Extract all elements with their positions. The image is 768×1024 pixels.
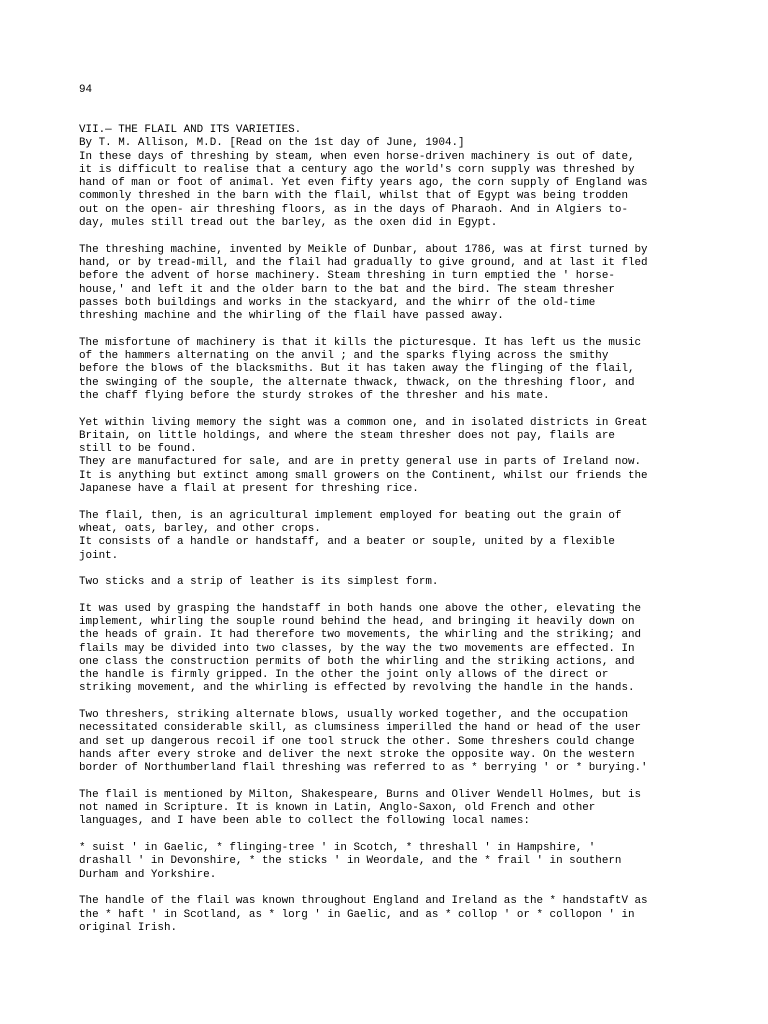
text-line: before the advent of horse machinery. Steam threshing in turn emptied the ' horse-	[79, 270, 615, 283]
page-number: 94	[79, 84, 93, 96]
text-line: The flail is mentioned by Milton, Shakespeare, Burns and Oliver Wendell Holmes, but is	[79, 788, 642, 801]
text-line: hand of man or foot of animal. Yet even fifty years ago, the corn supply of England was	[79, 177, 648, 190]
text-line: In these days of threshing by steam, when even horse-driven machinery is out of date,	[79, 150, 635, 163]
text-line: out on the open- air threshing floors, as in the days of Pharaoh. And in Algiers to-	[79, 203, 628, 216]
article-byline: By T. M. Allison, M.D. [Read on the 1st day of June, 1904.]	[79, 137, 465, 150]
text-line: still to be found.	[79, 443, 197, 456]
text-line: before the blows of the blacksmiths. But it has taken away the flinging of the flail,	[79, 363, 635, 376]
text-line: not named in Scripture. It is known in Latin, Anglo-Saxon, old French and other	[79, 802, 596, 815]
text-line: threshing machine and the whirling of the flail have passed away.	[79, 310, 504, 323]
paragraph-list	[79, 151, 694, 936]
article-title: VII.— THE FLAIL AND ITS VARIETIES.	[79, 124, 302, 136]
text-line: hands after every stroke and deliver the next stroke the opposite way. On the western	[79, 748, 635, 761]
text-line: It consists of a handle or handstaff, and a beater or souple, united by a flexible	[79, 536, 615, 549]
paragraph	[79, 510, 694, 563]
paragraph	[79, 244, 694, 324]
text-line: border of Northumberland flail threshing was referred to as * berrying ' or * burying.'	[79, 762, 648, 775]
text-line: day, mules still tread out the barley, as the oxen did in Egypt.	[79, 217, 498, 230]
text-line: Britain, on little holdings, and where the steam thresher does not pay, flails are	[79, 429, 615, 442]
paragraph	[79, 709, 694, 775]
text-line: The flail, then, is an agricultural implement employed for beating out the grain of	[79, 509, 622, 522]
text-line: of the hammers alternating on the anvil ; and the sparks flying across the smithy	[79, 350, 609, 363]
text-line: wheat, oats, barley, and other crops.	[79, 522, 321, 535]
text-line: it is difficult to realise that a century ago the world's corn supply was threshed by	[79, 163, 635, 176]
text-line: Two threshers, striking alternate blows, usually worked together, and the occupation	[79, 709, 628, 722]
text-line: striking movement, and the whirling is effected by revolving the handle in the hands.	[79, 682, 635, 695]
paragraph	[79, 337, 694, 403]
paragraph	[79, 842, 694, 882]
text-line: The handle of the flail was known throughout England and Ireland as the * handstaftV as	[79, 895, 648, 908]
text-line: Durham and Yorkshire.	[79, 868, 217, 881]
text-line: passes both buildings and works in the stackyard, and the whirr of the old-time	[79, 296, 596, 309]
text-line: Yet within living memory the sight was a common one, and in isolated districts in Great	[79, 416, 648, 429]
text-line: the chaff flying before the sturdy strokes of the thresher and his mate.	[79, 389, 550, 402]
text-line: and set up dangerous recoil if one tool struck the other. Some threshers could change	[79, 735, 635, 748]
text-line: commonly threshed in the barn with the flail, whilst that of Egypt was being trodden	[79, 190, 628, 203]
text-line: original Irish.	[79, 921, 178, 934]
text-line: flails may be divided into two classes, by the way the two movements are effected. In	[79, 642, 635, 655]
text-line: the swinging of the souple, the alternate thwack, thwack, on the threshing floor, and	[79, 376, 635, 389]
text-line: Two sticks and a strip of leather is its simplest form.	[79, 576, 439, 589]
paragraph	[79, 895, 694, 935]
text-line: It is anything but extinct among small growers on the Continent, whilst our friends the	[79, 469, 648, 482]
text-line: They are manufactured for sale, and are in pretty general use in parts of Ireland now.	[79, 456, 642, 469]
text-line: house,' and left it and the older barn to the bat and the bird. The steam thresher	[79, 283, 615, 296]
text-line: hand, or by tread-mill, and the flail had gradually to give ground, and at last it fled	[79, 256, 648, 269]
text-line: The misfortune of machinery is that it kills the picturesque. It has left us the music	[79, 336, 642, 349]
text-line: implement, whirling the souple round behind the head, and bringing it heavily down on	[79, 615, 635, 628]
text-line: It was used by grasping the handstaff in both hands one above the other, elevating the	[79, 602, 642, 615]
paragraph	[79, 151, 694, 231]
text-line: joint.	[79, 549, 119, 562]
text-line: one class the construction permits of both the whirling and the striking actions, and	[79, 655, 635, 668]
text-line: * suist ' in Gaelic, * flinging-tree ' in Scotch, * threshall ' in Hampshire, '	[79, 842, 596, 855]
paragraph	[79, 603, 694, 696]
article-body	[79, 124, 694, 948]
text-line: the * haft ' in Scotland, as * lorg ' in Gaelic, and as * collop ' or * collopon ' in	[79, 908, 635, 921]
text-line: drashall ' in Devonshire, * the sticks ' in Weordale, and the * frail ' in southern	[79, 855, 622, 868]
text-line: languages, and I have been able to collect the following local names:	[79, 815, 530, 828]
text-line: The threshing machine, invented by Meikle of Dunbar, about 1786, was at first turned by	[79, 243, 648, 256]
text-line: Japanese have a flail at present for threshing rice.	[79, 483, 419, 496]
paragraph	[79, 576, 694, 589]
paragraph	[79, 417, 694, 497]
paragraph	[79, 789, 694, 829]
text-line: the heads of grain. It had therefore two movements, the whirling and the striking; and	[79, 629, 642, 642]
text-line: necessitated considerable skill, as clumsiness imperilled the hand or head of the user	[79, 722, 642, 735]
text-line: the handle is firmly gripped. In the other the joint only allows of the direct or	[79, 669, 609, 682]
